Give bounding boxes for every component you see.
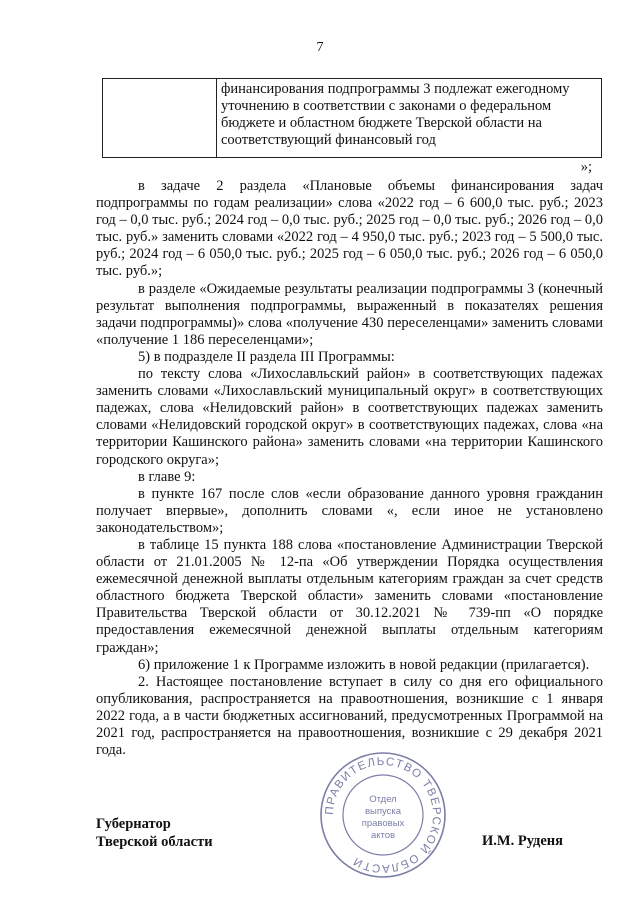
position-line: Тверской области (96, 834, 213, 850)
table-left-cell (103, 79, 217, 158)
closing-quote: »; (580, 159, 592, 175)
paragraph: в пункте 167 после слов «если образование данного уровня гражданин получает впервые», дополнить словами «, если иное не установлено законодательством»; (96, 485, 603, 536)
table-fragment (102, 78, 602, 158)
signatory-name: И.М. Руденя (482, 833, 564, 849)
signatory-position (96, 815, 213, 851)
paragraph: в задаче 2 раздела «Плановые объемы финансирования задач подпрограммы по годам реализации» слова «2022 год – 6 600,0 тыс. руб.; 2023 год – 0,0 тыс. руб.; 2024 год – 0,0 тыс. руб.; 2025 год – 0,0 тыс. руб.; 2026 год – 0,0 тыс. руб.» заменить словами «2022 год – 4 950,0 тыс. руб.; 2023 год – 5 500,0 тыс. руб.; 2024 год – 6 050,0 тыс. руб.; 2025 год – 6 050,0 тыс. руб.; 2026 год – 6 050,0 тыс. руб.»; (96, 178, 603, 280)
paragraph: в таблице 15 пункта 188 слова «постановление Администрации Тверской области от 21.01.2005 № 12-па «Об утверждении Порядка осуществления ежемесячной денежной выплаты отдельным категориям граждан за счет средств областного бюджета Тверской области» заменить словами «постановление Правительства Тверской области от 30.12.2021 № 739-пп «О порядке предоставления ежемесячной денежной выплаты отдельным категориям граждан»; (96, 536, 603, 656)
stamp-center-line: правовых (361, 818, 405, 829)
paragraph: в разделе «Ожидаемые результаты реализации подпрограммы 3 (конечный результат выполнения подпрограммы, выраженный в показателях решения задачи подпрограммы)» слова «получение 430 переселенцами» заменить словами «получение 1 186 переселенцами»; (96, 280, 603, 348)
stamp-center-line: выпуска (364, 806, 402, 817)
paragraph: 5) в подразделе II раздела III Программы: (138, 348, 395, 365)
official-stamp (318, 750, 448, 880)
position-line: Губернатор (96, 816, 171, 832)
document-body (96, 178, 603, 759)
paragraph: 2. Настоящее постановление вступает в силу со дня его официального опубликования, распространяется на правоотношения, возникшие с 1 января 2022 года, а в части бюджетных ассигнований, предусмотренных Программой на 2021 год, распространяется на правоотношения, возникшие с 29 декабря 2021 года. (96, 673, 603, 759)
paragraph: 6) приложение 1 к Программе изложить в новой редакции (прилагается). (138, 656, 590, 673)
table-right-cell: финансирования подпрограммы 3 подлежат ежегодному уточнению в соответствии с законами о федеральном бюджете и областном бюджете Тверской области на соответствующий финансовый год (217, 79, 602, 158)
stamp-center-line: актов (370, 830, 396, 841)
stamp-ring-text: ПРАВИТЕЛЬСТВО ТВЕРСКОЙ ОБЛАСТИ (323, 755, 443, 875)
paragraph: в главе 9: (138, 468, 196, 485)
paragraph: по тексту слова «Лихославльский район» в соответствующих падежах заменить словами «Лихославльский муниципальный округ» в соответствующих падежах, слова «Нелидовский район» в соответствующих падежах заменить словами «Нелидовский городской округ» в соответствующих падежах, слова «на территории Кашинского района» заменить словами «на территории Кашинского городского округа»; (96, 366, 603, 468)
page-number: 7 (316, 40, 324, 55)
stamp-center-line: Отдел (369, 794, 397, 805)
